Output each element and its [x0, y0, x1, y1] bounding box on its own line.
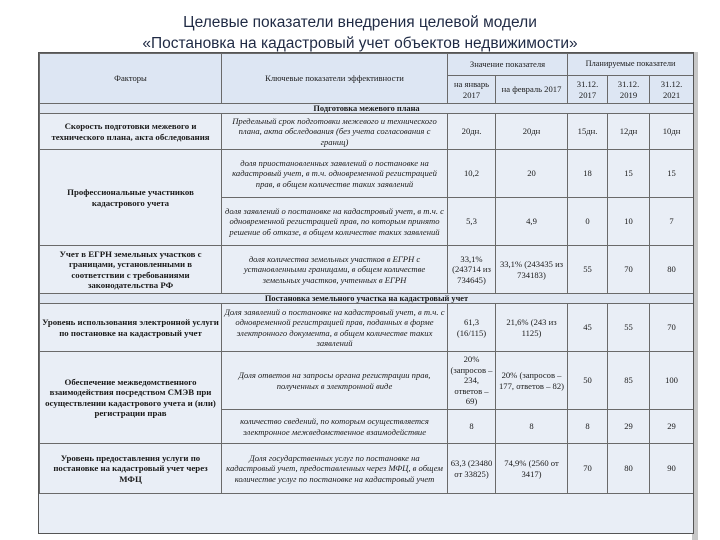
factor-cell: Учет в ЕГРН земельных участков с границами, установленными в соответствии с требованиями законодательства РФ	[40, 246, 222, 294]
value-2019-cell: 29	[608, 410, 650, 444]
value-jan-cell: 8	[448, 410, 496, 444]
value-2021-cell: 70	[650, 304, 694, 352]
value-2017-cell: 55	[568, 246, 608, 294]
kpi-cell: Предельный срок подготовки межевого и технического плана, акта обследования (без учета согласования с границ)	[222, 114, 448, 150]
table-row	[40, 352, 694, 410]
value-feb-cell: 8	[496, 410, 568, 444]
factor-cell: Уровень использования электронной услуги по постановке на кадастровый учет	[40, 304, 222, 352]
value-jan-cell: 5,3	[448, 198, 496, 246]
header-indicator-value: Значение показателя	[448, 54, 568, 76]
kpi-cell: количество сведений, по которым осуществляется электронное межведомственное взаимодействие	[222, 410, 448, 444]
section-title: Постановка земельного участка на кадастровый учет	[40, 294, 694, 304]
table-row	[40, 246, 694, 294]
value-2021-cell: 80	[650, 246, 694, 294]
value-2019-cell: 55	[608, 304, 650, 352]
table-row	[40, 444, 694, 494]
factor-cell: Профессиональные участников кадастрового учета	[40, 150, 222, 246]
value-feb-cell: 33,1% (243435 из 734183)	[496, 246, 568, 294]
section-row	[40, 294, 694, 304]
value-2021-cell: 15	[650, 150, 694, 198]
indicator-table	[39, 53, 694, 494]
kpi-cell: доля заявлений о постановке на кадастровый учет, в т.ч. с одновременной регистрацией прав, по которым принято решение об отказе, в общем количестве таких заявлений	[222, 198, 448, 246]
value-2017-cell: 8	[568, 410, 608, 444]
header-kpi: Ключевые показатели эффективности	[222, 54, 448, 104]
value-jan-cell: 10,2	[448, 150, 496, 198]
value-feb-cell: 74,9% (2560 от 3417)	[496, 444, 568, 494]
value-2019-cell: 10	[608, 198, 650, 246]
section-row	[40, 104, 694, 114]
header-factors: Факторы	[40, 54, 222, 104]
value-2017-cell: 50	[568, 352, 608, 410]
value-jan-cell: 33,1% (243714 из 734645)	[448, 246, 496, 294]
value-2019-cell: 12дн	[608, 114, 650, 150]
section-title: Подготовка межевого плана	[40, 104, 694, 114]
value-2021-cell: 29	[650, 410, 694, 444]
slide-title-line-2: «Постановка на кадастровый учет объектов недвижимости»	[142, 35, 578, 52]
factor-cell: Скорость подготовки межевого и технического плана, акта обследования	[40, 114, 222, 150]
kpi-cell: Доля заявлений о постановке на кадастровый учет, в т.ч. с одновременной регистрацией прав, поданных в форме электронного документа, в общем количестве таких заявлений	[222, 304, 448, 352]
value-2017-cell: 15дн.	[568, 114, 608, 150]
kpi-cell: Доля государственных услуг по постановке на кадастровый учет, предоставленных через МФЦ, в общем количестве услуг по постановке на кадастровый учет	[222, 444, 448, 494]
value-2019-cell: 80	[608, 444, 650, 494]
factor-cell: Обеспечение межведомственного взаимодействия посредством СМЭВ при осуществлении кадастрового учета и (или) регистрации прав	[40, 352, 222, 444]
value-2017-cell: 0	[568, 198, 608, 246]
header-2017: 31.12. 2017	[568, 76, 608, 104]
value-feb-cell: 21,6% (243 из 1125)	[496, 304, 568, 352]
value-2021-cell: 7	[650, 198, 694, 246]
table-row	[40, 304, 694, 352]
value-2019-cell: 15	[608, 150, 650, 198]
kpi-cell: доля количества земельных участков в ЕГРН с установленными границами, в общем количестве земельных участков, учтенных в ЕГРН	[222, 246, 448, 294]
value-feb-cell: 20	[496, 150, 568, 198]
value-2017-cell: 70	[568, 444, 608, 494]
value-feb-cell: 4,9	[496, 198, 568, 246]
slide-title-line-1: Целевые показатели внедрения целевой модели	[183, 14, 537, 31]
value-2019-cell: 85	[608, 352, 650, 410]
value-2017-cell: 45	[568, 304, 608, 352]
value-2021-cell: 10дн	[650, 114, 694, 150]
header-planned: Планируемые показатели	[568, 54, 694, 76]
value-jan-cell: 61,3 (16/115)	[448, 304, 496, 352]
value-jan-cell: 63,3 (23480 от 33825)	[448, 444, 496, 494]
header-jan-2017: на январь 2017	[448, 76, 496, 104]
header-feb-2017: на февраль 2017	[496, 76, 568, 104]
indicator-table-sheet	[38, 52, 694, 534]
value-feb-cell: 20% (запросов – 177, ответов – 82)	[496, 352, 568, 410]
value-jan-cell: 20% (запросов – 234, ответов – 69)	[448, 352, 496, 410]
value-jan-cell: 20дн.	[448, 114, 496, 150]
table-row	[40, 150, 694, 198]
value-feb-cell: 20дн	[496, 114, 568, 150]
header-2021: 31.12. 2021	[650, 76, 694, 104]
kpi-cell: доля приостановленных заявлений о постановке на кадастровый учет, в т.ч. одновременной регистрацией прав, в общем количестве таких заявлений	[222, 150, 448, 198]
slide-title	[0, 12, 720, 54]
value-2017-cell: 18	[568, 150, 608, 198]
value-2019-cell: 70	[608, 246, 650, 294]
value-2021-cell: 90	[650, 444, 694, 494]
table-row	[40, 114, 694, 150]
kpi-cell: Доля ответов на запросы органа регистрации прав, полученных в электронной виде	[222, 352, 448, 410]
header-2019: 31.12. 2019	[608, 76, 650, 104]
factor-cell: Уровень предоставления услуги по постановке на кадастровый учет через МФЦ	[40, 444, 222, 494]
value-2021-cell: 100	[650, 352, 694, 410]
